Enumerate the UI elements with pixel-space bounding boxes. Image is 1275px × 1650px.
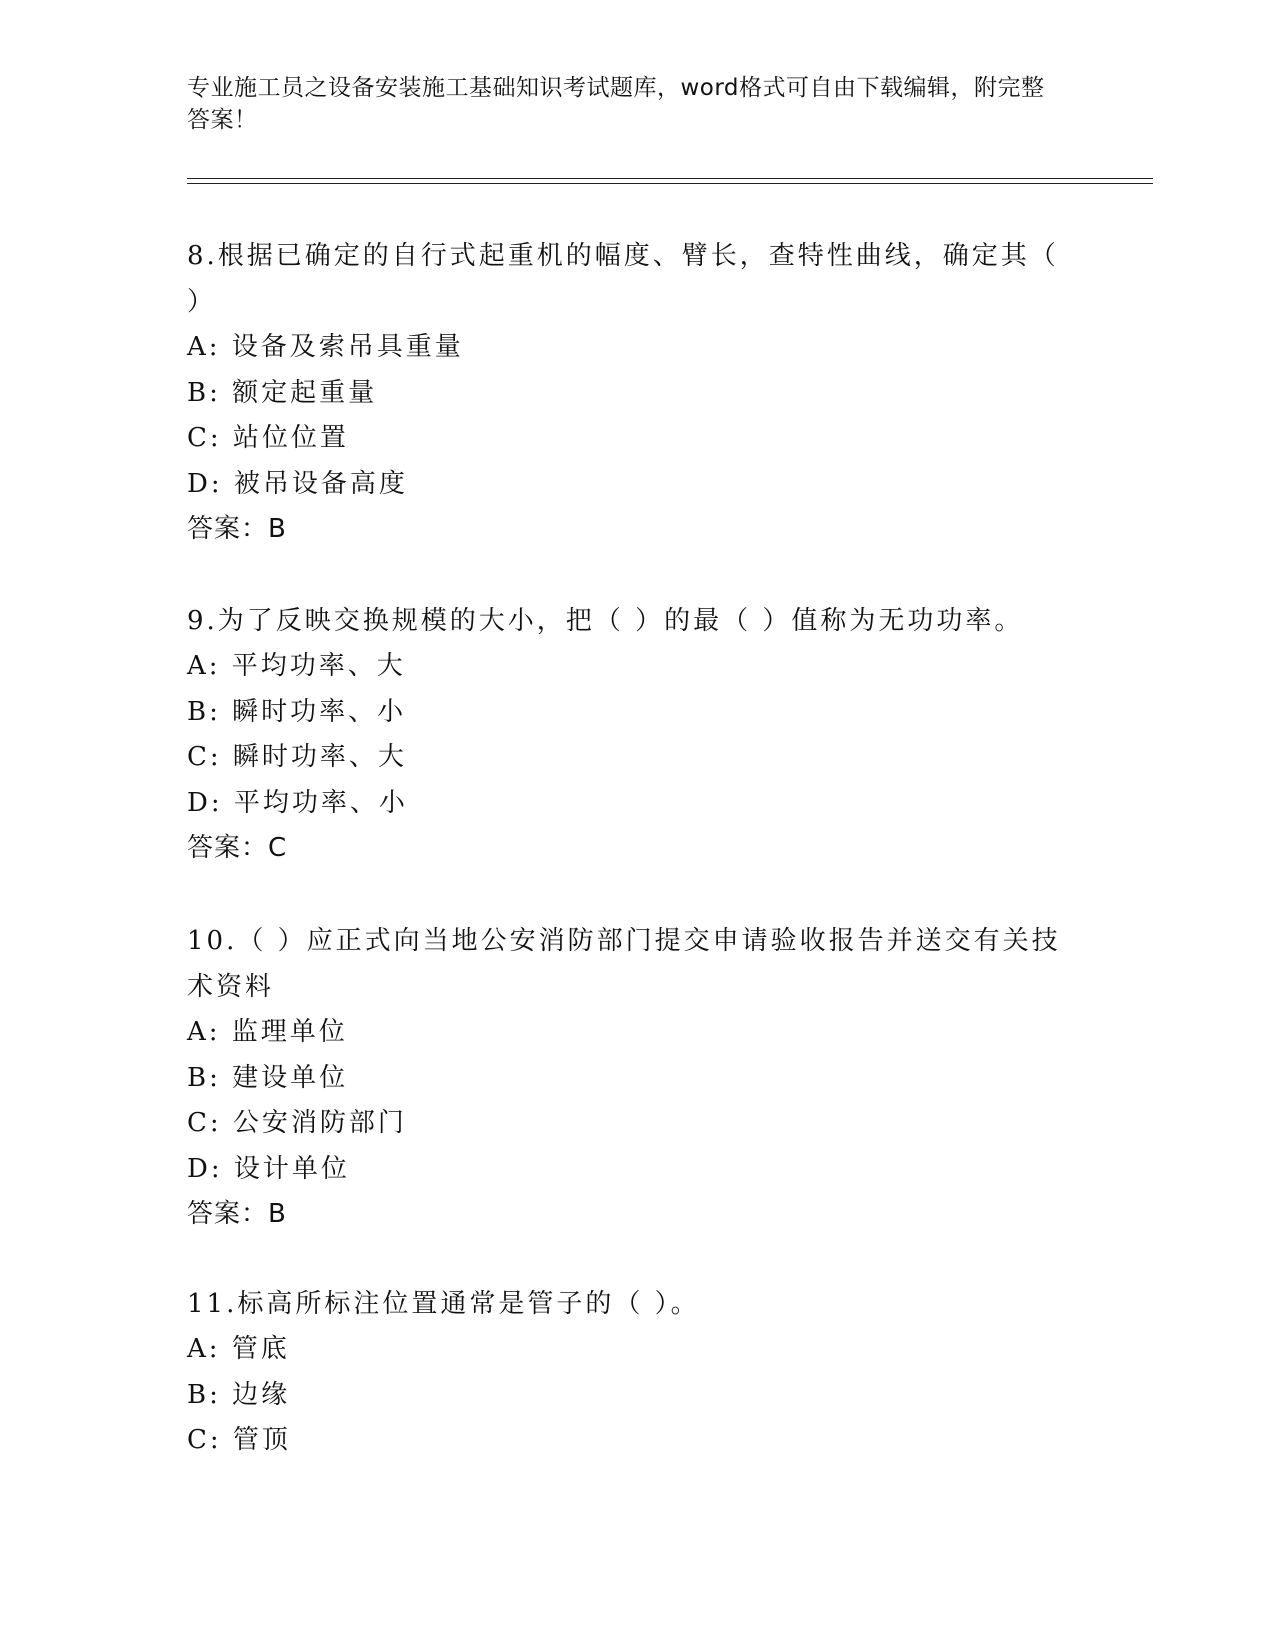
option-b: B: 瞬时功率、小 xyxy=(187,696,407,727)
document-header: 专业施工员之设备安装施工基础知识考试题库，word格式可自由下载编辑，附完整答案！ xyxy=(187,75,1045,133)
option-b: B: 边缘 xyxy=(187,1379,291,1410)
option-a: A: 管底 xyxy=(187,1334,290,1364)
question-10 xyxy=(187,918,1067,1237)
question-stem: 8.根据已确定的自行式起重机的幅度、臂长，查特性曲线，确定其（ ） xyxy=(187,241,1059,317)
option-d: D: 被吊设备高度 xyxy=(187,468,408,499)
option-a: A: 监理单位 xyxy=(187,1017,348,1047)
answer-line: 答案：C xyxy=(187,833,288,863)
question-9 xyxy=(187,598,1067,871)
question-11 xyxy=(187,1281,1067,1464)
option-c: C: 瞬时功率、大 xyxy=(187,742,407,772)
header-divider-top xyxy=(187,178,1153,179)
question-stem: 10.（ ）应正式向当地公安消防部门提交申请验收报告并送交有关技术资料 xyxy=(187,926,1061,1002)
option-a: A: 平均功率、大 xyxy=(187,651,406,681)
answer-line: 答案：B xyxy=(187,1199,287,1229)
answer-line: 答案：B xyxy=(187,514,287,544)
header-divider-bottom xyxy=(187,183,1153,184)
option-c: C: 站位位置 xyxy=(187,423,349,453)
question-8 xyxy=(187,233,1067,552)
option-c: C: 管顶 xyxy=(187,1425,291,1455)
option-d: D: 设计单位 xyxy=(187,1153,350,1184)
option-a: A: 设备及索吊具重量 xyxy=(187,332,464,362)
option-c: C: 公安消防部门 xyxy=(187,1108,407,1138)
question-stem: 9.为了反映交换规模的大小，把（ ）的最（ ）值称为无功功率。 xyxy=(187,606,1024,636)
option-b: B: 建设单位 xyxy=(187,1062,349,1093)
question-stem: 11.标高所标注位置通常是管子的（ ）。 xyxy=(187,1289,700,1319)
option-d: D: 平均功率、小 xyxy=(187,787,408,818)
option-b: B: 额定起重量 xyxy=(187,377,378,408)
